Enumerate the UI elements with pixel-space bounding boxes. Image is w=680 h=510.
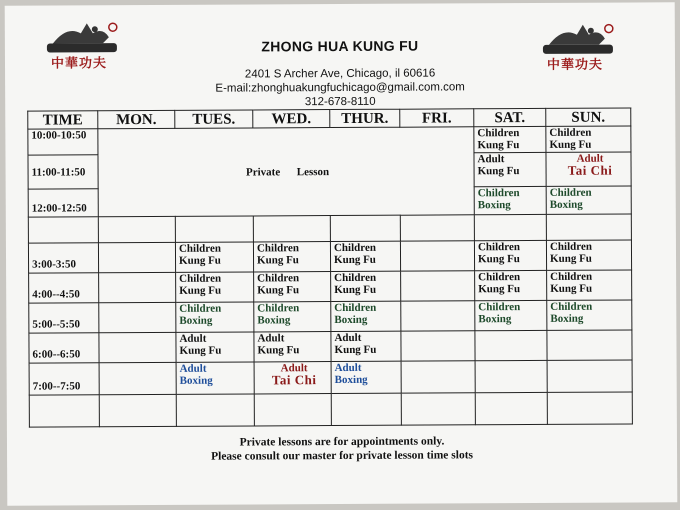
class-cell: Adult Boxing xyxy=(176,362,254,394)
logo-text-right: 中華功夫 xyxy=(546,57,604,73)
time-cell: 6:00--6:50 xyxy=(29,333,99,363)
class-cell: Children Boxing xyxy=(176,302,254,332)
col-header-sun: SUN. xyxy=(546,108,631,126)
class-cell: Adult Tai Chi xyxy=(254,362,331,394)
time-cell: 12:00-12:50 xyxy=(28,189,98,217)
class-cell: Children Kung Fu xyxy=(547,270,632,300)
class-cell: Children Boxing xyxy=(475,300,547,330)
footer-note-2: Please consult our master for private lesson time slots xyxy=(211,449,474,463)
table-row xyxy=(29,360,632,395)
class-cell: Adult Kung Fu xyxy=(474,152,546,186)
col-header-sat: SAT. xyxy=(474,108,546,126)
class-cell: Adult Tai Chi xyxy=(546,152,631,186)
time-cell: 11:00-11:50 xyxy=(28,155,98,189)
table-row xyxy=(29,270,632,303)
class-cell: Adult Kung Fu xyxy=(254,332,331,362)
table-row xyxy=(28,240,631,273)
class-cell: Children Kung Fu xyxy=(474,126,546,152)
table-row-empty xyxy=(28,214,631,243)
col-header-time: TIME xyxy=(28,111,98,129)
school-phone: 312-678-8110 xyxy=(304,95,376,109)
class-schedule-table xyxy=(27,107,633,427)
class-cell: Adult Kung Fu xyxy=(331,331,401,361)
logo-text: 中華功夫 xyxy=(50,56,108,72)
class-cell: Adult Kung Fu xyxy=(176,332,254,362)
table-row-empty xyxy=(29,392,632,427)
class-cell: Children Kung Fu xyxy=(175,242,253,272)
col-header-mon: MON. xyxy=(98,110,175,128)
class-cell: Children Boxing xyxy=(546,186,631,214)
class-cell: Adult Boxing xyxy=(331,361,401,393)
class-cell: Children Kung Fu xyxy=(331,271,401,301)
col-header-wed: WED. xyxy=(253,110,330,128)
school-title: ZHONG HUA KUNG FU xyxy=(261,37,419,55)
class-cell: Children Boxing xyxy=(547,300,632,330)
class-cell: Children Boxing xyxy=(474,186,546,214)
school-email: E-mail:zhonghuakungfuchicago@gmail.com.com xyxy=(215,81,465,95)
class-cell: Children Kung Fu xyxy=(253,242,330,272)
school-address: 2401 S Archer Ave, Chicago, il 60616 xyxy=(244,67,436,81)
time-cell: 3:00-3:50 xyxy=(28,243,98,273)
footer-note-1: Private lessons are for appointments only. xyxy=(239,435,445,449)
class-cell: Children Kung Fu xyxy=(330,241,400,271)
table-row xyxy=(28,126,631,155)
private-lesson-block: Private Lesson xyxy=(98,127,474,217)
col-header-tues: TUES. xyxy=(175,110,253,128)
class-cell: Children Boxing xyxy=(331,301,401,331)
class-cell: Children Kung Fu xyxy=(475,270,547,300)
time-cell: 4:00--4:50 xyxy=(29,273,99,303)
col-header-fri: FRI. xyxy=(400,109,474,127)
class-cell: Children Kung Fu xyxy=(176,272,254,302)
col-header-thur: THUR. xyxy=(330,109,400,127)
time-cell: 7:00--7:50 xyxy=(29,363,99,395)
time-cell: 10:00-10:50 xyxy=(28,129,98,155)
table-row xyxy=(29,330,632,363)
class-cell: Children Boxing xyxy=(254,302,331,332)
class-cell: Children Kung Fu xyxy=(254,272,331,302)
class-cell: Children Kung Fu xyxy=(546,126,631,152)
time-cell: 5:00--5:50 xyxy=(29,303,99,333)
class-cell: Children Kung Fu xyxy=(546,240,631,270)
class-cell: Children Kung Fu xyxy=(474,240,546,270)
table-row xyxy=(29,300,632,333)
schedule-sheet xyxy=(5,2,678,506)
